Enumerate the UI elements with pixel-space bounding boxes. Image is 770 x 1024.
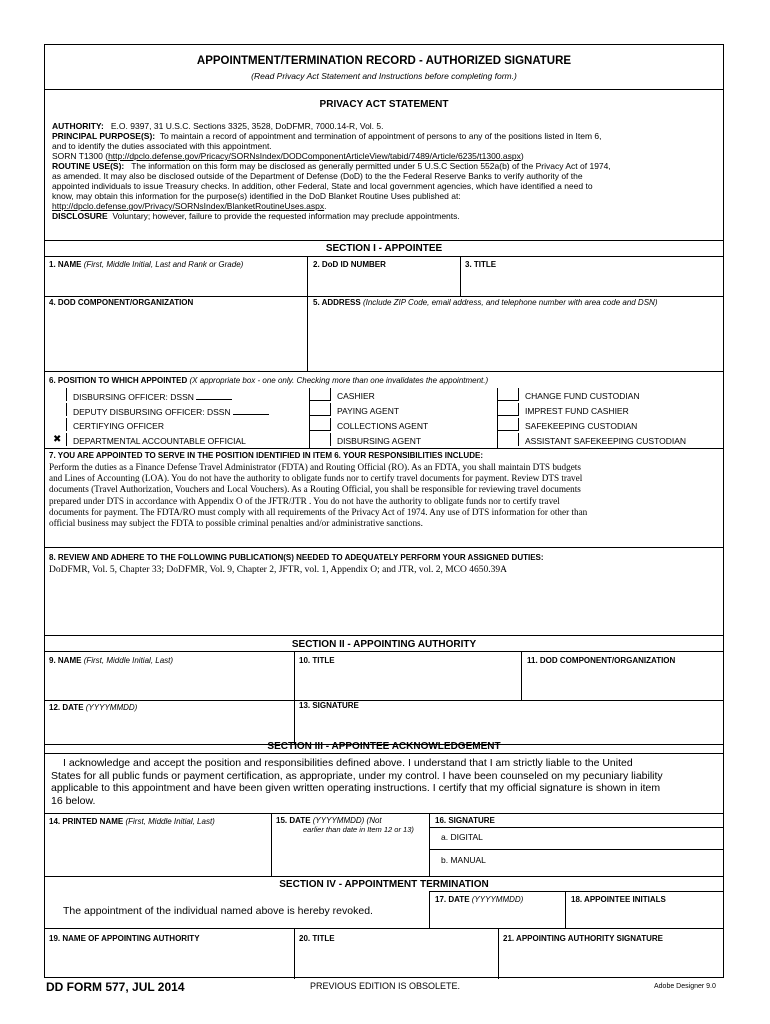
software-version: Adobe Designer 9.0 xyxy=(654,983,716,990)
authority-name-input[interactable] xyxy=(49,946,291,976)
x-mark-icon: ✖ xyxy=(53,434,62,445)
dod-id-field-label: 2. DoD ID NUMBER xyxy=(313,260,386,269)
printed-name-input[interactable] xyxy=(49,829,268,873)
address-input[interactable] xyxy=(311,310,721,368)
section-4-heading: SECTION IV - APPOINTMENT TERMINATION xyxy=(279,879,489,890)
text-line: I acknowledge and accept the position and responsibilities defined above. I understand that I am strictly liable to the United xyxy=(63,757,633,769)
sorn-suffix: ) xyxy=(520,151,524,161)
divider xyxy=(307,296,308,371)
position-label: PAYING AGENT xyxy=(337,406,400,416)
appointing-date-label: 12. DATE (YYYYMMDD) xyxy=(49,703,138,712)
publications-text[interactable]: DoDFMR, Vol. 5, Chapter 33; DoDFMR, Vol. 9, Chapter 2, JFTR, vol. 1, Appendix O; and JTR, vol. 2, MCO 4650.39A xyxy=(49,565,507,575)
appointing-title-label: 10. TITLE xyxy=(299,656,335,665)
routine-text-1: The information on this form may be disclosed as generally permitted under 5 U.S.C Section 552a(b) of the Privacy Act of 1974, xyxy=(131,161,611,171)
checkbox-deputy-disbursing-officer[interactable] xyxy=(45,403,67,416)
form-title: APPOINTMENT/TERMINATION RECORD - AUTHORIZED SIGNATURE xyxy=(196,55,572,67)
routine-text-3: appointed individuals to issue Treasury checks. In addition, other Federal, State and local government agencies, which have identified a need to xyxy=(52,181,593,191)
printed-name-label: 14. PRINTED NAME (First, Middle Initial, Last) xyxy=(49,817,215,826)
divider xyxy=(45,813,723,814)
appointee-initials-label: 18. APPOINTEE INITIALS xyxy=(571,895,666,904)
checkbox-disbursing-officer[interactable] xyxy=(45,388,67,401)
checkbox-safekeeping-custodian[interactable] xyxy=(497,418,519,431)
disclosure-text: Voluntary; however, failure to provide the requested information may preclude appointments. xyxy=(112,211,460,221)
address-field-label: 5. ADDRESS (Include ZIP Code, email address, and telephone number with area code and DSN) xyxy=(313,298,658,307)
routine-label: ROUTINE USE(S): xyxy=(52,161,125,171)
appointing-component-input[interactable] xyxy=(524,667,721,697)
text-line: official business may subject the FDTA to possible criminal penalties and/or administrative sanctions. xyxy=(49,518,423,529)
divider xyxy=(45,371,723,372)
disclosure-label: DISCLOSURE xyxy=(52,211,108,221)
name-input[interactable] xyxy=(49,271,304,293)
checkbox-disbursing-agent[interactable] xyxy=(309,433,331,446)
digital-signature-label: a. DIGITAL xyxy=(441,832,483,842)
divider xyxy=(45,753,723,754)
text-line: 16 below. xyxy=(51,794,96,807)
divider xyxy=(521,651,522,700)
checkbox-certifying-officer[interactable] xyxy=(45,418,67,431)
divider xyxy=(565,891,566,928)
appointing-title-input[interactable] xyxy=(297,667,518,697)
divider xyxy=(429,891,723,892)
section-3-heading-text: SECTION III - APPOINTEE ACKNOWLEDGEMENT xyxy=(267,741,501,752)
authority-label: AUTHORITY: xyxy=(52,121,104,131)
divider xyxy=(460,256,461,296)
divider xyxy=(294,651,295,744)
checkbox-change-fund-custodian[interactable] xyxy=(497,388,519,401)
checkbox-assistant-safekeeping-custodian[interactable] xyxy=(497,433,519,446)
section-2-heading: SECTION II - APPOINTING AUTHORITY xyxy=(291,639,477,650)
manual-signature-label: b. MANUAL xyxy=(441,855,486,865)
termination-date-label: 17. DATE (YYYYMMDD) xyxy=(435,895,524,904)
ack-date-input[interactable] xyxy=(274,837,426,873)
divider xyxy=(429,813,430,876)
divider xyxy=(45,547,723,548)
dssn-blank[interactable] xyxy=(196,391,232,400)
appointing-signature-label: 13. SIGNATURE xyxy=(299,701,359,710)
checkbox-imprest-fund-cashier[interactable] xyxy=(497,403,519,416)
position-label: DISBURSING OFFICER: DSSN xyxy=(73,391,232,402)
appointing-name-label: 9. NAME (First, Middle Initial, Last) xyxy=(49,656,174,665)
text-line: documents for payment. The FDTA/RO must comply with all requirements of the Privacy Act of 1974. Any use of DTS information for other than xyxy=(49,506,588,517)
appointing-signature-field[interactable] xyxy=(297,713,721,741)
authority-name-label: 19. NAME OF APPOINTING AUTHORITY xyxy=(49,934,200,943)
divider xyxy=(45,928,723,929)
divider xyxy=(45,256,723,257)
routine-text-4: know, may obtain this information for the purpose(s) identified in the DoD Blanket Routine Uses published at: xyxy=(52,191,461,201)
authority-title-label: 20. TITLE xyxy=(299,934,335,943)
routine-text-2: as amended. It may also be disclosed outside of the Department of Defense (DoD) to the the Federal Reserve Banks to verify authority of the xyxy=(52,171,583,181)
text-line: documents (Travel Authorization, Vouchers and Local Vouchers). As a Routing Official, you shall be responsible for reviewing travel documents xyxy=(49,484,581,495)
purpose-text-1: To maintain a record of appointment and termination of appointment of persons to any of the positions listed in Item 6, xyxy=(159,131,602,141)
component-input[interactable] xyxy=(49,310,304,368)
component-field-label: 4. DOD COMPONENT/ORGANIZATION xyxy=(49,298,194,307)
publications-label: 8. REVIEW AND ADHERE TO THE FOLLOWING PUBLICATION(S) NEEDED TO ADEQUATELY PERFORM YOUR ASSIGNED DUTIES: xyxy=(49,553,544,562)
position-label: COLLECTIONS AGENT xyxy=(337,421,429,431)
divider xyxy=(429,827,723,828)
divider xyxy=(429,891,430,928)
divider xyxy=(45,700,723,701)
position-label: CHANGE FUND CUSTODIAN xyxy=(525,391,640,401)
dd-form-577 xyxy=(44,44,724,978)
divider xyxy=(429,849,723,850)
position-label: DISBURSING AGENT xyxy=(337,436,422,446)
position-label: CERTIFYING OFFICER xyxy=(73,421,164,431)
divider xyxy=(45,296,723,297)
privacy-statement xyxy=(52,121,722,221)
appointing-component-label: 11. DOD COMPONENT/ORGANIZATION xyxy=(527,656,676,665)
position-label: IMPREST FUND CASHIER xyxy=(525,406,629,416)
termination-date-input[interactable] xyxy=(432,907,562,926)
routine-link-suffix: . xyxy=(324,201,327,211)
title-field-label: 3. TITLE xyxy=(465,260,497,269)
edition-notice: PREVIOUS EDITION IS OBSOLETE. xyxy=(310,981,461,991)
dod-id-input[interactable] xyxy=(311,271,457,293)
routine-link[interactable]: http://dpclo.defense.gov/Privacy/SORNsIndex/BlanketRoutineUses.aspx xyxy=(52,201,325,211)
text-line: prepared under DTS in accordance with Appendix O of the JFTR/JTR . You do not have the authority to obligate funds nor to certify travel xyxy=(49,495,560,506)
appointing-name-input[interactable] xyxy=(49,667,291,697)
privacy-heading: PRIVACY ACT STATEMENT xyxy=(319,99,449,110)
divider xyxy=(45,876,723,877)
manual-signature-field[interactable] xyxy=(495,851,721,874)
position-field-label: 6. POSITION TO WHICH APPOINTED (X appropriate box - one only. Checking more than one invalidates the appointment.) xyxy=(49,376,489,385)
purpose-label: PRINCIPAL PURPOSE(S): xyxy=(52,131,156,141)
section-1-heading: SECTION I - APPOINTEE xyxy=(325,243,443,254)
checkbox-cashier[interactable] xyxy=(309,388,331,401)
position-label: DEPARTMENTAL ACCOUNTABLE OFFICIAL xyxy=(73,436,246,446)
ack-date-label: 15. DATE (YYYYMMDD) (Not xyxy=(276,816,382,825)
digital-signature-field[interactable] xyxy=(495,829,721,849)
sorn-link[interactable]: http://dpclo.defense.gov/Pricacy/SORNsIndex/DODComponentArticleView/tabid/7489/Article/6235/t1300.aspx xyxy=(108,151,521,161)
text-line: applicable to this appointment and have been given written operating instructions. I certify that my official signature is shown in item xyxy=(51,782,661,795)
divider xyxy=(271,813,272,876)
checkbox-paying-agent[interactable] xyxy=(309,403,331,416)
divider xyxy=(45,635,723,636)
checkbox-departmental-accountable-official[interactable] xyxy=(45,433,67,446)
form-subtitle: (Read Privacy Act Statement and Instructions before completing form.) xyxy=(251,71,517,81)
title-input[interactable] xyxy=(463,271,721,293)
text-line: and Lines of Accounting (LOA). You do not have the authority to obligate funds nor to certify travel documents for payment. Review DTS travel xyxy=(49,473,583,484)
acknowledgement-text xyxy=(51,757,721,807)
responsibilities-label: 7. YOU ARE APPOINTED TO SERVE IN THE POSITION IDENTIFIED IN ITEM 6. YOUR RESPONSIBILITIES INCLUDE: xyxy=(49,451,483,460)
text-line: Perform the duties as a Finance Defense Travel Administrator (FDTA) and Routing Official (RO). As an FDTA, you shall maintain DTS budgets xyxy=(49,462,581,472)
appointing-date-input[interactable] xyxy=(49,715,291,741)
appointee-initials-input[interactable] xyxy=(568,907,721,926)
divider xyxy=(498,928,499,979)
divider xyxy=(294,928,295,979)
divider xyxy=(45,89,723,90)
authority-signature-label: 21. APPOINTING AUTHORITY SIGNATURE xyxy=(503,934,664,943)
position-label: DEPUTY DISBURSING OFFICER: DSSN xyxy=(73,406,269,417)
responsibilities-text[interactable] xyxy=(49,462,723,529)
authority-title-input[interactable] xyxy=(297,946,495,976)
position-label: SAFEKEEPING CUSTODIAN xyxy=(525,421,638,431)
ack-date-hint: earlier than date in Item 12 or 13) xyxy=(303,825,414,834)
text-line: States for all public funds or payment certification, as appropriate, under my control. I have been counseled on my pecuniary liability xyxy=(51,769,663,782)
checkbox-collections-agent[interactable] xyxy=(309,418,331,431)
position-label: CASHIER xyxy=(337,391,375,401)
divider xyxy=(45,651,723,652)
divider xyxy=(307,256,308,296)
ack-signature-label: 16. SIGNATURE xyxy=(435,816,495,825)
name-field-label: 1. NAME (First, Middle Initial, Last and Rank or Grade) xyxy=(49,260,244,269)
divider xyxy=(45,240,723,241)
purpose-text-2: and to identify the duties associated with this appointment. xyxy=(52,141,272,151)
authority-signature-field[interactable] xyxy=(501,946,721,976)
position-label: ASSISTANT SAFEKEEPING CUSTODIAN xyxy=(525,436,687,446)
authority-text: E.O. 9397, 31 U.S.C. Sections 3325, 3528, DoDFMR, 7000.14-R, Vol. 5. xyxy=(110,121,384,131)
sorn-prefix: SORN T1300 ( xyxy=(52,151,109,161)
form-number: DD FORM 577, JUL 2014 xyxy=(46,980,185,994)
revocation-text: The appointment of the individual named above is hereby revoked. xyxy=(63,905,373,917)
dssn-blank[interactable] xyxy=(233,406,269,415)
divider xyxy=(45,448,723,449)
